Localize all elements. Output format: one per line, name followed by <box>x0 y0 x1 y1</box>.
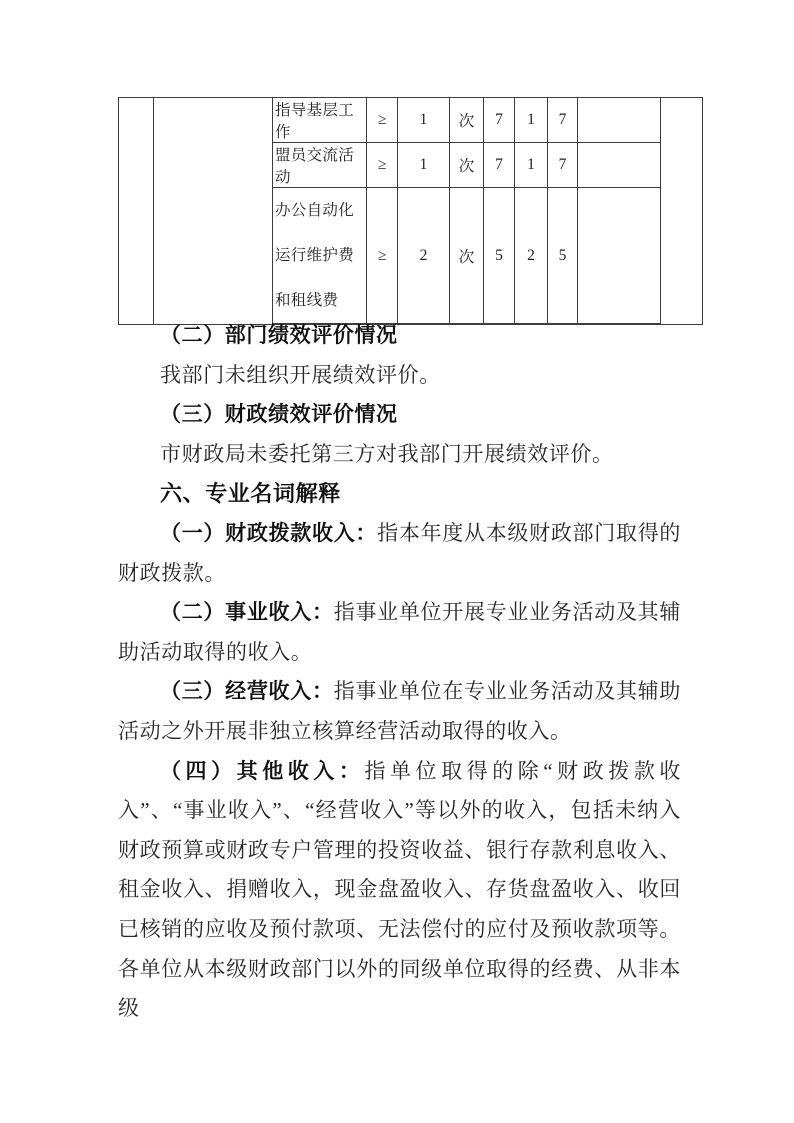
table-cell-value: 1 <box>398 143 450 188</box>
term-text: 指事业单位开展专业业务活动及其辅助活动取得的收入。 <box>118 600 681 664</box>
term-label: （三）经营收入： <box>160 679 334 704</box>
paragraph-fiscal-performance-eval: 市财政局未委托第三方对我部门开展绩效评价。 <box>160 441 614 466</box>
table-cell-score: 5 <box>484 188 515 325</box>
table-cell-operator: ≥ <box>367 143 398 188</box>
heading-terms-glossary: 六、专业名词解释 <box>160 481 341 507</box>
term-label: （四）其他收入： <box>160 758 365 783</box>
table-cell-score: 1 <box>515 98 548 143</box>
table-cell-operator: ≥ <box>367 98 398 143</box>
table-cell-indicator: 办公自动化运行维护费和租线费 <box>273 188 367 325</box>
table-cell-score: 2 <box>515 188 548 325</box>
table-cell-indicator: 指导基层工作 <box>273 98 367 143</box>
table-cell-operator: ≥ <box>367 188 398 325</box>
paragraph-dept-performance-eval: 我部门未组织开展绩效评价。 <box>160 362 441 387</box>
table-cell-score: 7 <box>484 143 515 188</box>
heading-fiscal-performance-eval: （三）财政绩效评价情况 <box>160 402 398 427</box>
paragraph-term-operating-income <box>118 672 681 751</box>
table-cell-note <box>578 188 661 325</box>
term-text: 指事业单位在专业业务活动及其辅助活动之外开展非独立核算经营活动取得的收入。 <box>118 679 681 743</box>
term-label: （一）财政拨款收入： <box>160 520 378 545</box>
table-cell-empty-left1 <box>119 98 154 325</box>
paragraph-term-other-income <box>118 752 681 1029</box>
term-text: 指单位取得的除“财政拨款收入”、“事业收入”、“经营收入”等以外的收入，包括未纳入财政预算或财政专户管理的投资收益、银行存款利息收入、租金收入、捐赠收入，现金盘盈收入、存货盘盈收入、收回已核销的应收及预付款项、无法偿付的应付及预收款项等。各单位从本级财政部门以外的同级单位取得的经费、从非本级 <box>118 758 681 1021</box>
table-cell-score: 7 <box>484 98 515 143</box>
heading-dept-performance-eval: （二）部门绩效评价情况 <box>160 323 398 347</box>
table-row <box>119 98 703 143</box>
table-cell-unit: 次 <box>450 143 484 188</box>
paragraph-term-fiscal-appropriation-income <box>118 514 681 593</box>
table-cell-score: 7 <box>548 98 578 143</box>
performance-indicator-table <box>118 97 703 325</box>
table-cell-score: 5 <box>548 188 578 325</box>
document-body <box>118 316 681 1029</box>
table-cell-unit: 次 <box>450 98 484 143</box>
table-cell-unit: 次 <box>450 188 484 325</box>
term-text: 指本年度从本级财政部门取得的财政拨款。 <box>118 520 682 585</box>
table-cell-score: 1 <box>515 143 548 188</box>
table-cell-value: 1 <box>398 98 450 143</box>
table-cell-score: 7 <box>548 143 578 188</box>
table-cell-value: 2 <box>398 188 450 325</box>
table-cell-note <box>578 143 661 188</box>
table-cell-empty-left2 <box>154 98 273 325</box>
table-cell-note <box>578 98 661 143</box>
table-cell-indicator: 盟员交流活动 <box>273 143 367 188</box>
term-label: （二）事业收入： <box>160 600 334 625</box>
paragraph-term-institutional-income <box>118 593 681 672</box>
table-cell-empty-right <box>661 98 703 325</box>
